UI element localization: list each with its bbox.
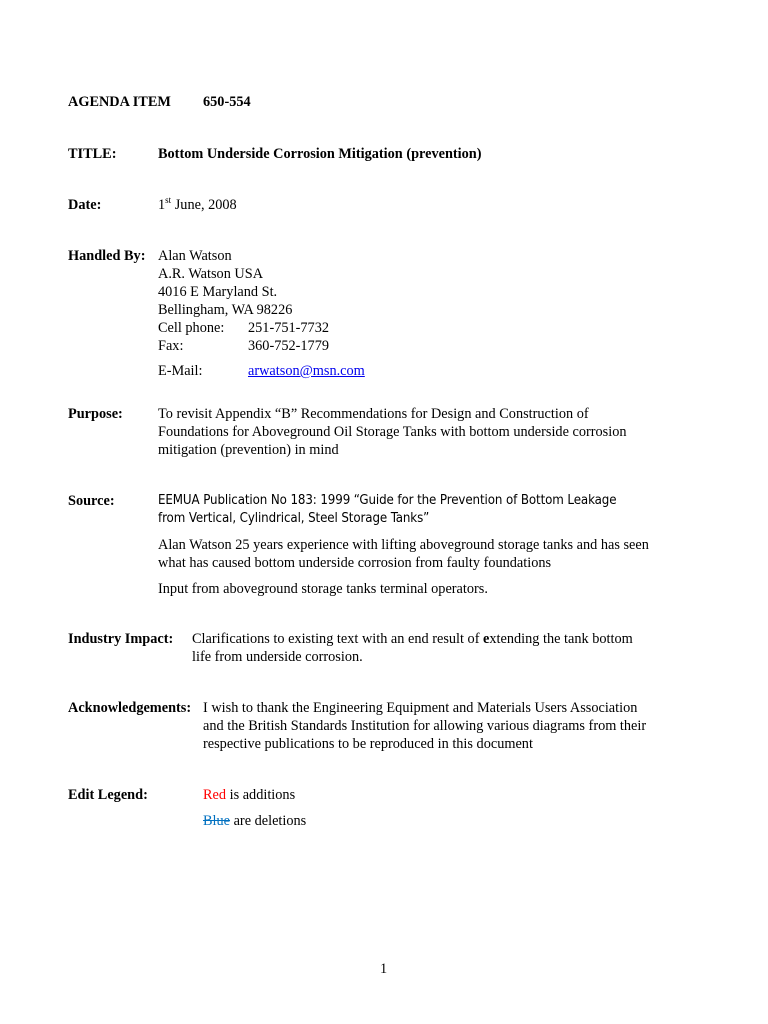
- source-experience: [158, 536, 649, 572]
- fax-row: [158, 337, 329, 355]
- page-number: 1: [380, 961, 388, 977]
- purpose-text: [158, 405, 627, 459]
- title-value: Bottom Underside Corrosion Mitigation (prevention): [158, 146, 482, 162]
- acknowledgements-line: and the British Standards Institution for allowing various diagrams from their: [203, 718, 647, 734]
- handler-company: A.R. Watson USA: [158, 266, 264, 282]
- edit-legend-additions: [203, 786, 295, 804]
- fax-label: Fax:: [158, 338, 184, 354]
- email-row: [158, 362, 365, 380]
- date-value: [158, 196, 237, 214]
- acknowledgements-line: I wish to thank the Engineering Equipment and Materials Users Association: [203, 700, 638, 716]
- legend-blue-rest: are deletions: [230, 813, 307, 829]
- cell-phone-label: Cell phone:: [158, 320, 225, 336]
- cell-phone-row: [158, 319, 329, 337]
- legend-red-word: Red: [203, 787, 227, 803]
- purpose-line: Foundations for Aboveground Oil Storage Tanks with bottom underside corrosion: [158, 424, 627, 440]
- acknowledgements-label: Acknowledgements:: [68, 700, 192, 716]
- source-publication: [158, 492, 616, 528]
- handler-street: 4016 E Maryland St.: [158, 284, 278, 300]
- handled-by-label: Handled By:: [68, 248, 146, 264]
- industry-impact-text: [192, 630, 633, 666]
- source-input: Input from aboveground storage tanks terminal operators.: [158, 581, 488, 597]
- email-label: E-Mail:: [158, 363, 203, 379]
- industry-impact-pre: Clarifications to existing text with an end result of: [192, 631, 484, 647]
- source-publication-line: EEMUA Publication No 183: 1999 “Guide for the Prevention of Bottom Leakage: [158, 493, 617, 508]
- source-publication-line: from Vertical, Cylindrical, Steel Storage Tanks”: [158, 511, 430, 526]
- purpose-line: To revisit Appendix “B” Recommendations for Design and Construction of: [158, 406, 589, 422]
- industry-impact-label: Industry Impact:: [68, 631, 174, 647]
- handled-by-block: [158, 247, 329, 355]
- title-label: TITLE:: [68, 146, 117, 162]
- industry-impact-line: [192, 630, 633, 648]
- purpose-line: mitigation (prevention) in mind: [158, 442, 339, 458]
- date-label: Date:: [68, 197, 102, 213]
- acknowledgements-line: respective publications to be reproduced in this document: [203, 736, 533, 752]
- source-experience-line: what has caused bottom underside corrosion from faulty foundations: [158, 555, 552, 571]
- legend-red-rest: is additions: [226, 787, 296, 803]
- industry-impact-post: xtending the tank bottom: [489, 631, 633, 647]
- email-link[interactable]: arwatson@msn.com: [248, 363, 365, 379]
- acknowledgements-text: [203, 699, 646, 753]
- cell-phone-value: 251-751-7732: [248, 320, 330, 336]
- edit-legend-deletions: [203, 812, 306, 830]
- edit-legend-label: Edit Legend:: [68, 787, 148, 803]
- source-experience-line: Alan Watson 25 years experience with lifting aboveground storage tanks and has seen: [158, 537, 649, 553]
- industry-impact-bold: e: [483, 631, 490, 647]
- date-suffix: st: [165, 195, 172, 206]
- date-rest: June, 2008: [171, 197, 237, 213]
- purpose-label: Purpose:: [68, 406, 123, 422]
- handler-city: Bellingham, WA 98226: [158, 302, 293, 318]
- fax-value: 360-752-1779: [248, 338, 330, 354]
- legend-blue-word: Blue: [203, 813, 231, 829]
- agenda-item-number: 650-554: [203, 94, 251, 110]
- date-day: 1: [158, 197, 166, 213]
- handler-name: Alan Watson: [158, 248, 232, 264]
- agenda-item-label: AGENDA ITEM: [68, 94, 171, 110]
- industry-impact-line: life from underside corrosion.: [192, 649, 363, 665]
- source-label: Source:: [68, 493, 115, 509]
